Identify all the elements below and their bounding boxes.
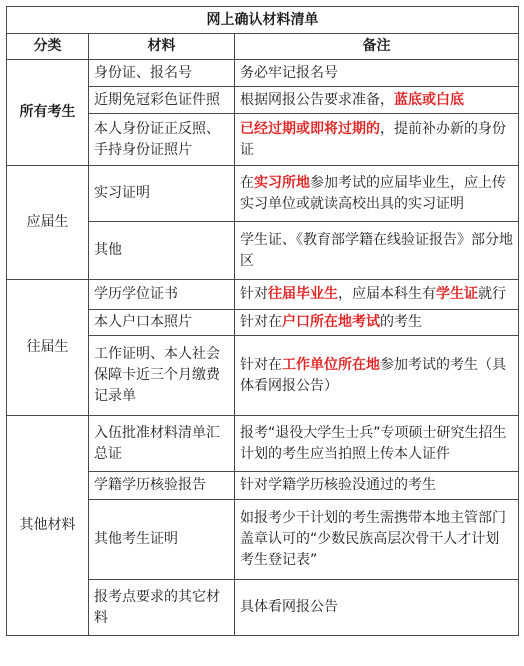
material-cell: 实习证明 <box>89 166 235 222</box>
material-cell: 学籍学历核验报告 <box>89 472 235 500</box>
note-cell <box>235 580 519 636</box>
note-text: 针对学籍学历核验没通过的考生 <box>240 477 436 493</box>
material-cell: 本人身份证正反照、手持身份证照片 <box>89 114 235 166</box>
note-text: 学生证、《教育部学籍在线验证报告》部分地区 <box>240 231 513 269</box>
note-highlight: 蓝底或白底 <box>394 91 464 108</box>
material-cell: 近期免冠彩色证件照 <box>89 87 235 114</box>
category-other: 其他材料 <box>7 416 89 636</box>
table-row <box>7 166 519 222</box>
table-row <box>7 416 519 472</box>
note-text: 务必牢记报名号 <box>240 64 338 81</box>
material-cell: 本人户口本照片 <box>89 310 235 336</box>
header-note: 备注 <box>235 34 519 60</box>
note-cell <box>235 472 519 500</box>
note-text: 如报考少干计划的考生需携带本地主管部门盖章认可的“少数民族高层次骨干人才计划考生登记表” <box>240 510 506 568</box>
note-text: 的考生 <box>380 314 422 330</box>
material-cell: 工作证明、本人社会保障卡近三个月缴费记录单 <box>89 336 235 416</box>
material-cell: 其他考生证明 <box>89 500 235 580</box>
category-past: 往届生 <box>7 280 89 416</box>
table-row <box>7 280 519 310</box>
note-cell <box>235 280 519 310</box>
note-text: 报考“退役大学生士兵”专项硕士研究生招生计划的考生应当拍照上传本人证件 <box>240 424 507 462</box>
note-cell <box>235 222 519 280</box>
title-row <box>7 7 519 34</box>
material-cell: 身份证、报名号 <box>89 60 235 87</box>
header-material: 材料 <box>89 34 235 60</box>
materials-table <box>6 6 519 636</box>
note-text: ，应届本科生有 <box>338 286 436 302</box>
note-cell <box>235 310 519 336</box>
table-title: 网上确认材料清单 <box>7 7 519 34</box>
material-cell: 入伍批准材料清单汇总证 <box>89 416 235 472</box>
note-highlight: 已经过期或即将过期的 <box>240 120 380 137</box>
note-text: 针对在 <box>240 314 282 330</box>
note-text: 具体看网报公告 <box>240 599 338 615</box>
note-highlight: 往届毕业生 <box>268 286 338 302</box>
note-text: 针对在 <box>240 356 282 373</box>
note-text: 根据网报公告要求准备， <box>240 91 394 108</box>
material-cell: 其他 <box>89 222 235 280</box>
category-fresh: 应届生 <box>7 166 89 280</box>
header-row <box>7 34 519 60</box>
note-highlight: 户口所在地考试 <box>282 314 380 330</box>
note-cell <box>235 60 519 87</box>
category-all: 所有考生 <box>7 60 89 166</box>
note-text: 参加考试的应届毕业生，应上传实习单位或就读高校出具的实习证明 <box>240 174 506 212</box>
note-cell <box>235 336 519 416</box>
table-row <box>7 60 519 87</box>
material-cell: 学历学位证书 <box>89 280 235 310</box>
note-text: 参加考试的考生（具体看网报公告） <box>240 356 506 394</box>
note-highlight: 实习所地 <box>254 174 310 191</box>
note-cell <box>235 416 519 472</box>
note-cell <box>235 166 519 222</box>
note-cell <box>235 87 519 114</box>
note-text: 针对 <box>240 286 268 302</box>
material-cell: 报考点要求的其它材料 <box>89 580 235 636</box>
note-highlight: 工作单位所在地 <box>282 356 380 373</box>
note-highlight: 学生证 <box>436 286 478 302</box>
header-category: 分类 <box>7 34 89 60</box>
note-text: ，提前补办新的身份证 <box>240 120 506 158</box>
note-text: 就行 <box>478 286 506 302</box>
note-text: 在 <box>240 174 254 191</box>
note-cell <box>235 114 519 166</box>
note-cell <box>235 500 519 580</box>
